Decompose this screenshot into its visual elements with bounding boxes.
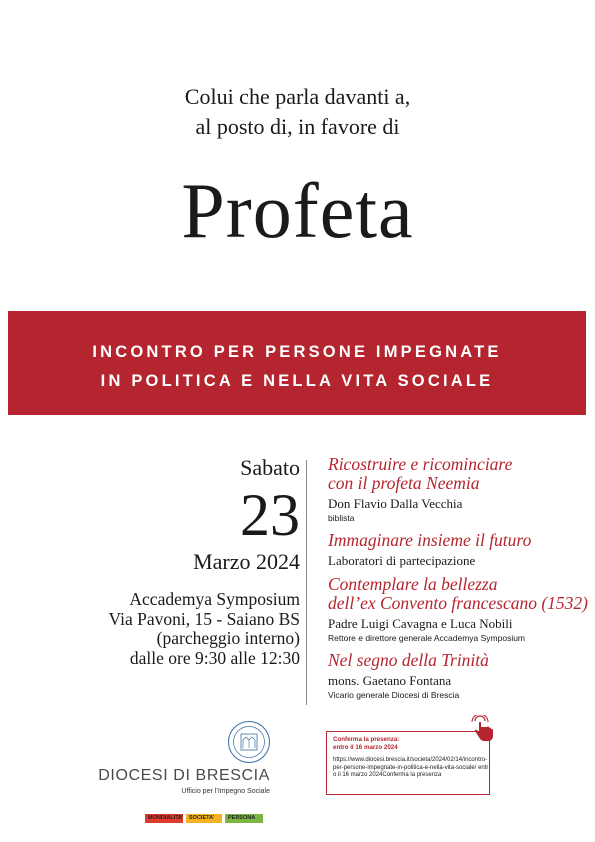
rsvp-title: Conferma la presenza: — [333, 736, 400, 743]
program-item — [328, 531, 593, 569]
program-speaker: Don Flavio Dalla Vecchia — [328, 496, 463, 511]
event-venue: Accademya Symposium — [129, 589, 300, 609]
event-weekday: Sabato — [240, 455, 300, 480]
program-title: con il profeta Neemia — [328, 473, 480, 493]
program-title: Nel segno della Trinità — [328, 650, 489, 670]
hand-pointer-icon — [470, 715, 496, 743]
program-item — [328, 575, 593, 645]
program-item — [328, 651, 593, 702]
organizer-tags — [145, 814, 263, 823]
event-address: Via Pavoni, 15 - Saiano BS — [108, 608, 300, 629]
event-time: dalle ore 9:30 alle 12:30 — [129, 647, 300, 668]
rsvp-link[interactable]: https://www.diocesi.brescia.it/societa/2024/02/14/incontro-per-persone-impegnate-in-politica-e-nella-vita-sociale/ entro il 16 marzo 2024Conferma la presenza — [333, 757, 489, 778]
main-title: Profeta — [181, 167, 414, 254]
program-title: Ricostruire e ricominciare — [328, 454, 513, 474]
rsvp-deadline: entro il 16 marzo 2024 — [333, 744, 398, 751]
program-list — [328, 455, 593, 708]
event-parking: (parcheggio interno) — [156, 628, 300, 648]
program-role: Vicario generale Diocesi di Brescia — [328, 690, 460, 700]
banner-line-1: INCONTRO PER PERSONE IMPEGNATE — [92, 343, 502, 361]
organizer-name: DIOCESI DI BRESCIA — [98, 767, 270, 784]
program-title: dell’ex Convento francescano (1532) — [328, 593, 588, 613]
event-details — [100, 455, 300, 668]
tag-persona: PERSONA — [225, 814, 263, 823]
tag-mondialita: MONDIALITA’ — [145, 814, 183, 823]
program-speaker: mons. Gaetano Fontana — [328, 673, 452, 688]
intro-text — [0, 82, 595, 142]
intro-line-1: Colui che parla davanti a, — [184, 84, 411, 109]
program-speaker: Laboratori di partecipazione — [328, 553, 476, 568]
organizer-office: Ufficio per l’Impegno Sociale — [181, 788, 270, 795]
event-banner — [8, 311, 586, 415]
tag-societa: SOCIETA’ — [186, 814, 222, 823]
rsvp-box[interactable] — [326, 731, 490, 795]
diocese-seal-icon — [227, 720, 271, 764]
program-role: biblista — [328, 513, 355, 523]
banner-line-2: IN POLITICA E NELLA VITA SOCIALE — [100, 372, 494, 390]
program-title: Contemplare la bellezza — [328, 574, 498, 594]
column-divider — [306, 460, 307, 705]
program-speaker: Padre Luigi Cavagna e Luca Nobili — [328, 616, 513, 631]
event-month-year: Marzo 2024 — [193, 549, 300, 574]
intro-line-2: al posto di, in favore di — [195, 114, 400, 139]
event-location — [100, 590, 300, 668]
program-role: Rettore e direttore generale Accademya Symposium — [328, 633, 526, 643]
program-title: Immaginare insieme il futuro — [328, 530, 532, 550]
event-day: 23 — [240, 482, 300, 548]
program-item — [328, 455, 593, 525]
